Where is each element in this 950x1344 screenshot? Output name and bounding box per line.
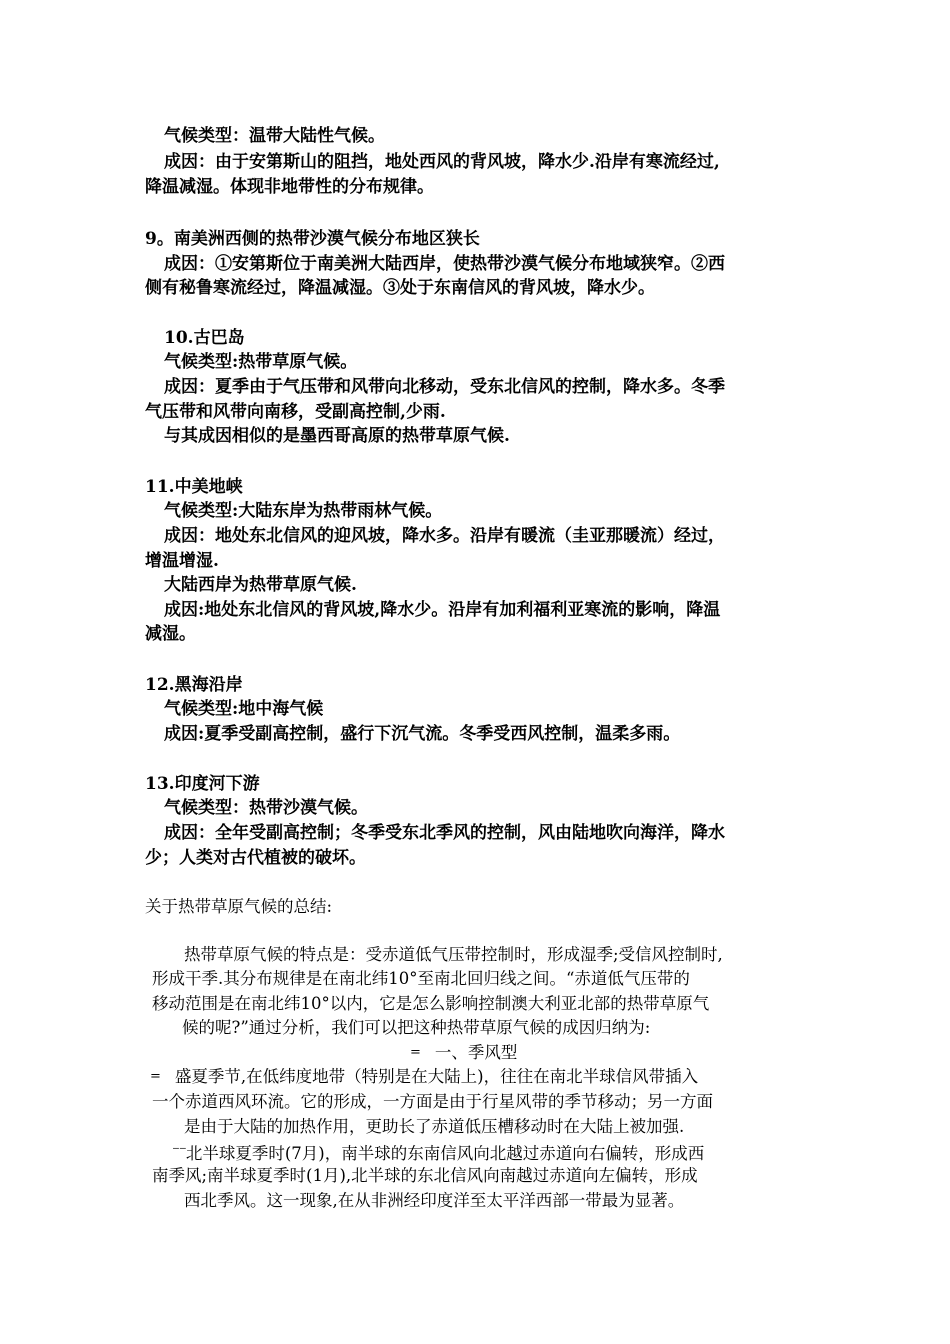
summary-line bbox=[172, 1139, 704, 1166]
cause-line: 侧有秘鲁寒流经过，降温减湿。③处于东南信风的背风坡，降水少。 bbox=[145, 278, 655, 298]
section-heading: 13.印度河下游 bbox=[145, 774, 260, 794]
cause-line: 成因:夏季受副高控制，盛行下沉气流。冬季受西风控制，温柔多雨。 bbox=[164, 724, 681, 744]
monsoon-type-label: 一、季风型 bbox=[434, 1043, 518, 1062]
climate-type-line: 气候类型：热带沙漠气候。 bbox=[164, 798, 368, 818]
section-heading: 10.古巴岛 bbox=[164, 328, 245, 348]
summary-line: 形成干季.其分布规律是在南北纬10°至南北回归线之间。“赤道低气压带的 bbox=[152, 969, 690, 988]
cause-line: 成因：全年受副高控制；冬季受东北季风的控制，风由陆地吹向海洋，降水 bbox=[164, 823, 725, 843]
summary-line: 一个赤道西风环流。它的形成，一方面是由于行星风带的季节移动；另一方面 bbox=[152, 1092, 713, 1111]
summary-line: 西北季风。这一现象,在从非洲经印度洋至太平洋西部一带最为显著。 bbox=[184, 1191, 685, 1210]
cause-line: 成因：夏季由于气压带和风带向北移动，受东北信风的控制，降水多。冬季 bbox=[164, 377, 725, 397]
section-heading: 9。南美洲西侧的热带沙漠气候分布地区狭长 bbox=[145, 229, 480, 249]
climate-type-line: 气候类型:地中海气候 bbox=[164, 699, 324, 719]
summary-line: 热带草原气候的特点是：受赤道低气压带控制时，形成湿季;受信风控制时, bbox=[184, 945, 723, 964]
section-heading: 11.中美地峡 bbox=[145, 477, 243, 497]
section-heading: 12.黑海沿岸 bbox=[145, 675, 243, 695]
cause-line: 减湿。 bbox=[145, 624, 196, 644]
summary-line: 候的呢?”通过分析，我们可以把这种热带草原气候的成因归纳为: bbox=[182, 1018, 651, 1037]
list-marker: = bbox=[410, 1045, 421, 1060]
climate-type-line: 气候类型:热带草原气候。 bbox=[164, 352, 358, 372]
note-line: 与其成因相似的是墨西哥高原的热带草原气候. bbox=[164, 426, 510, 446]
summary-text: 盛夏季节,在低纬度地带（特别是在大陆上)，往往在南北半球信风带插入 bbox=[174, 1067, 699, 1086]
cause-line: 成因：①安第斯位于南美洲大陆西岸，使热带沙漠气候分布地域狭窄。②西 bbox=[164, 254, 725, 274]
summary-heading: 关于热带草原气候的总结: bbox=[145, 897, 333, 916]
cause-line: 少；人类对古代植被的破坏。 bbox=[145, 848, 366, 868]
cause-line: 成因：地处东北信风的迎风坡，降水多。沿岸有暖流（圭亚那暖流）经过， bbox=[164, 526, 725, 546]
cause-line: 成因：由于安第斯山的阻挡，地处西风的背风坡，降水少.沿岸有寒流经过, bbox=[164, 152, 720, 172]
monsoon-type-heading bbox=[410, 1041, 517, 1065]
summary-line bbox=[150, 1065, 698, 1089]
climate-type-line: 大陆西岸为热带草原气候. bbox=[164, 575, 357, 595]
summary-text: 北半球夏季时(7月)，南半球的东南信风向北越过赤道向右偏转，形成西 bbox=[185, 1144, 705, 1163]
summary-line: 南季风;南半球夏季时(1月),北半球的东北信风向南越过赤道向左偏转，形成 bbox=[152, 1166, 698, 1185]
climate-type-line: 气候类型:大陆东岸为热带雨林气候。 bbox=[164, 501, 443, 521]
list-marker: = bbox=[150, 1069, 161, 1084]
cause-line: 气压带和风带向南移，受副高控制,少雨. bbox=[145, 402, 446, 422]
summary-line: 移动范围是在南北纬10°以内，它是怎么影响控制澳大利亚北部的热带草原气 bbox=[152, 994, 710, 1013]
climate-type-line: 气候类型：温带大陆性气候。 bbox=[164, 126, 385, 146]
cause-line: 增温增湿. bbox=[145, 551, 219, 571]
list-marker: ⁻⁻ bbox=[172, 1142, 186, 1160]
cause-line: 降温减湿。体现非地带性的分布规律。 bbox=[145, 177, 434, 197]
cause-line: 成因:地处东北信风的背风坡,降水少。沿岸有加利福利亚寒流的影响，降温 bbox=[164, 600, 721, 620]
summary-line: 是由于大陆的加热作用，更助长了赤道低压槽移动时在大陆上被加强. bbox=[184, 1117, 685, 1136]
